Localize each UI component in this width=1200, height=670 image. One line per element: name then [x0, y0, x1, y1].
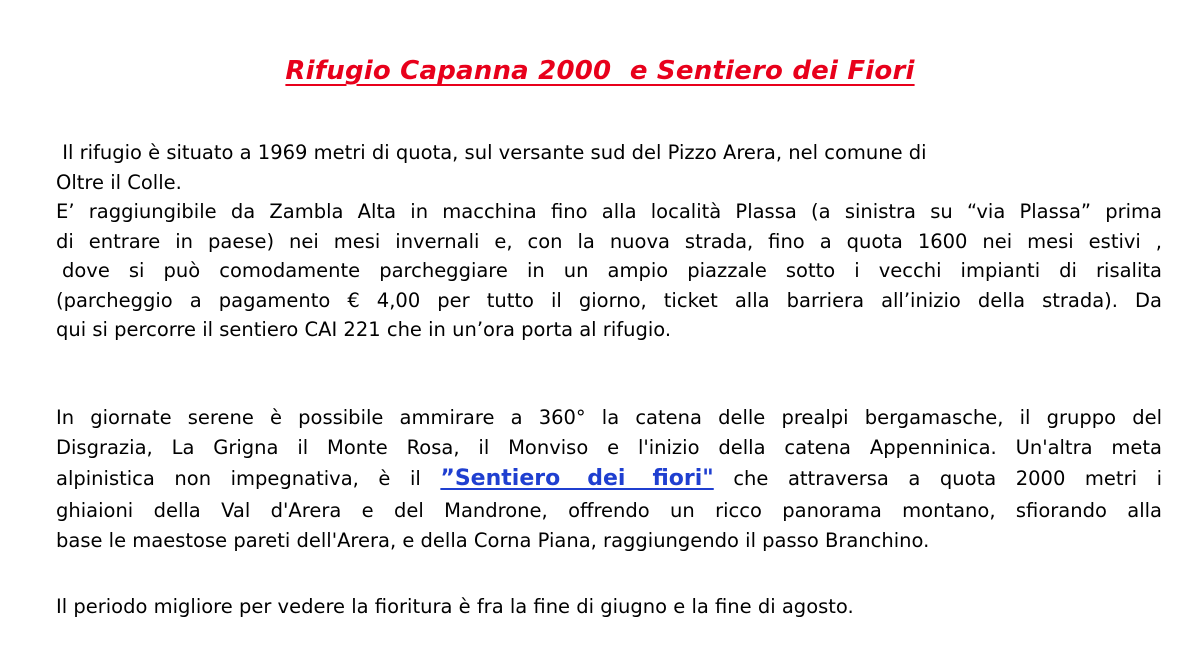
- paragraph-line: qui si percorre il sentiero CAI 221 che in un’ora porta al rifugio.: [56, 318, 672, 341]
- paragraph-panorama: [56, 403, 1162, 555]
- paragraph-location: [56, 138, 1162, 345]
- paragraph-text: che attraversa a quota 2000 metri i: [713, 467, 1162, 490]
- paragraph-text: alpinistica non impegnativa, è il: [56, 467, 441, 490]
- paragraph-line: di entrare in paese) nei mesi invernali e, con la nuova strada, fino a quota 1600 nei mesi estivi ,: [56, 229, 1162, 253]
- paragraph-line: ghiaioni della Val d'Arera e del Mandrone, offrendo un ricco panorama montano, sfiorando alla: [56, 499, 1162, 522]
- paragraph-flowering-period: [56, 592, 1162, 622]
- paragraph-line: E’ raggiungibile da Zambla Alta in macchina fino alla località Plassa (a sinistra su “via Plassa” prima: [56, 200, 1162, 223]
- paragraph-line: Disgrazia, La Grigna il Monte Rosa, il Monviso e l'inizio della catena Appenninica. Un'altra meta: [56, 435, 1162, 459]
- paragraph-line: In giornate serene è possibile ammirare a 360° la catena delle prealpi bergamasche, il gruppo del: [56, 406, 1162, 429]
- document-title: [0, 56, 1200, 86]
- paragraph-line: Il periodo migliore per vedere la fioritura è fra la fine di giugno e la fine di agosto.: [56, 595, 854, 618]
- document-title-text: Rifugio Capanna 2000 e Sentiero dei Fiori: [285, 56, 915, 86]
- paragraph-line: dove si può comodamente parcheggiare in un ampio piazzale sotto i vecchi impianti di risalita: [62, 259, 1162, 282]
- paragraph-line-with-link: [56, 462, 1162, 496]
- sentiero-dei-fiori-link[interactable]: ”Sentiero dei fiori": [440, 466, 714, 491]
- paragraph-line: (parcheggio a pagamento € 4,00 per tutto il giorno, ticket alla barriera all’inizio della strada). Da: [56, 288, 1162, 312]
- paragraph-line: Il rifugio è situato a 1969 metri di quota, sul versante sud del Pizzo Arera, nel comune di: [56, 141, 927, 164]
- paragraph-line: Oltre il Colle.: [56, 170, 182, 194]
- paragraph-line: base le maestose pareti dell'Arera, e della Corna Piana, raggiungendo il passo Branchino.: [56, 528, 930, 552]
